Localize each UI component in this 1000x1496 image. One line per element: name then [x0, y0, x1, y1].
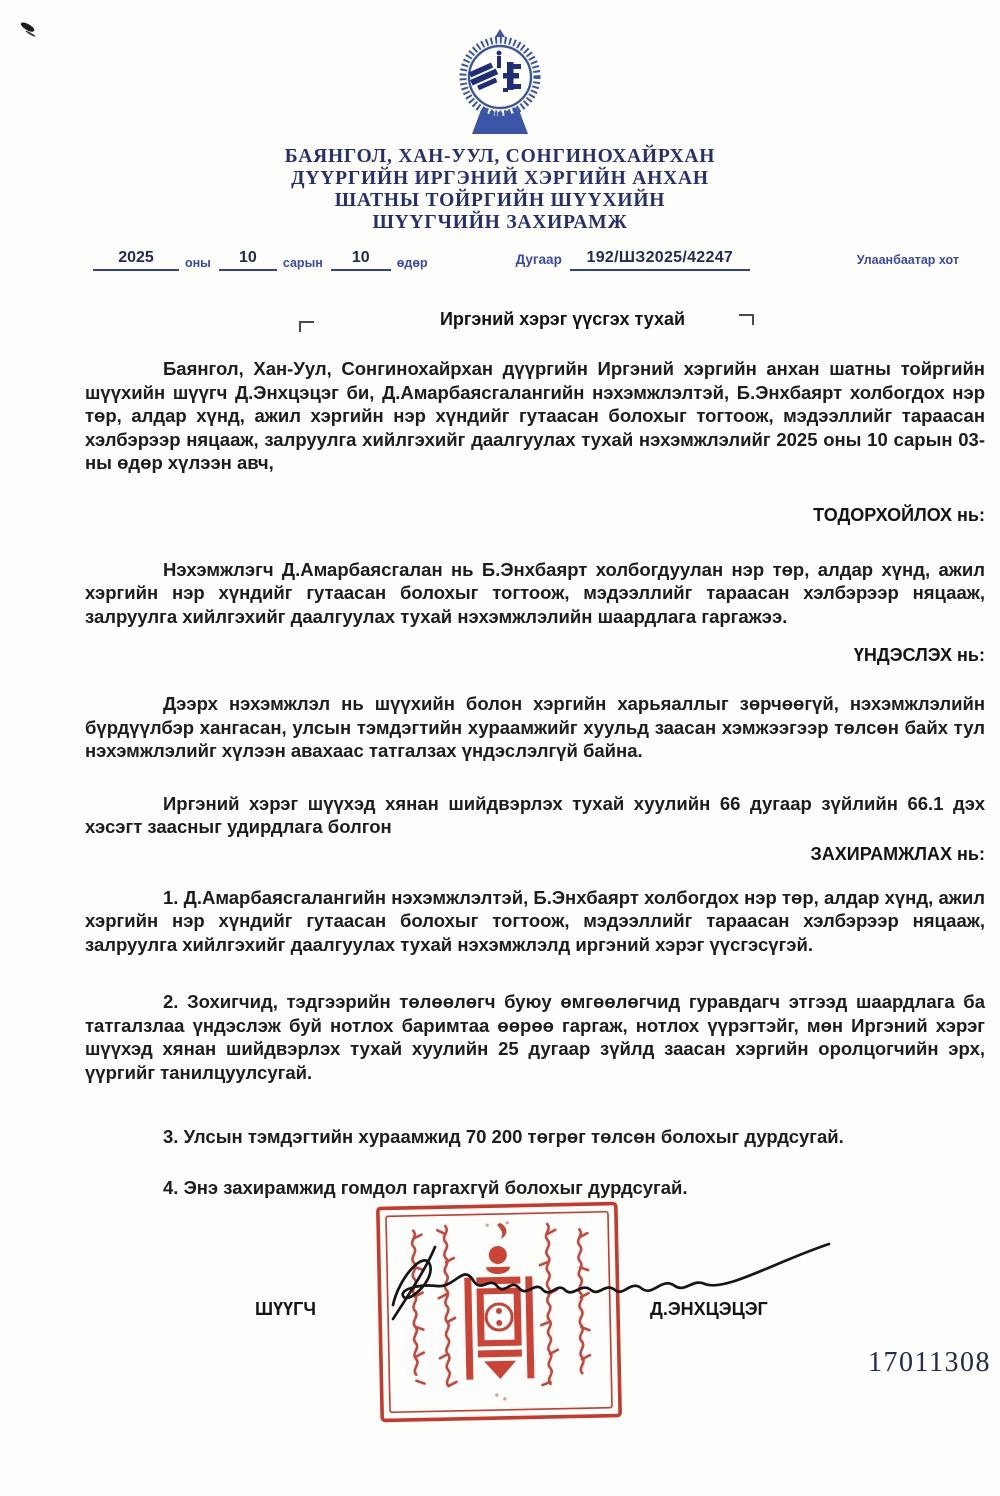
- order-item-4: 4. Энэ захирамжид гомдол гаргахгүй болохыг дурдсугай.: [163, 1176, 688, 1198]
- court-name-line: ШҮҮГЧИЙН ЗАХИРАМЖ: [372, 212, 628, 233]
- day-label: өдөр: [396, 256, 428, 270]
- judge-title-label: ШҮҮГЧ: [255, 1299, 316, 1319]
- year-label: оны: [185, 256, 211, 270]
- intro-paragraph: Баянгол, Хан-Уул, Сонгинохайрхан дүүргийн Иргэний хэргийн анхан шатны тойргийн шүүхийн шүүгч Д.Энхцэцэг би, Д.Амарбаясгалангийн нэхэмжлэлтэй, Б.Энхбаярт холбогдох нэр төр, алдар хүнд, ажил хэргийн нэр хүндийг гутаасан болохыг тогтоож, мэдээллийг тараасан хэлбэрээр няцааж, залруулга хийлгэхийг даалгуулах тухай нэхэмжлэлийг 2025 оны 10 сарын 03-ны өдөр хүлээн авч,: [85, 358, 985, 473]
- paragraph-grounds: Дээрх нэхэмжлэл нь шүүхийн болон хэргийн харьяаллыг зөрчөөгүй, нэхэмжлэлийн бүрдүүлбэр хангасан, улсын тэмдэгтийн хураамжийг хуульд заасан хэмжээгээр төлсөн байх тул нэхэмжлэлийг хүлээн авахаас татгалзах үндэслэлгүй байна.: [85, 693, 985, 761]
- section-heading-zakhiramjlakh: ЗАХИРАМЖЛАХ нь:: [810, 843, 985, 864]
- order-item-3: 3. Улсын тэмдэгтийн хураамжид 70 200 төгрөг төлсөн болохыг дурдсугай.: [163, 1126, 844, 1147]
- corner-mark-right-icon: [739, 314, 754, 325]
- document-subject: Иргэний хэрэг үүсгэх тухай: [439, 309, 686, 329]
- subject-row: [85, 309, 985, 335]
- month-value: 10: [219, 249, 277, 271]
- court-name-line: ШАТНЫ ТОЙРГИЙН ШҮҮХИЙН: [334, 190, 666, 211]
- order-item-1: 1. Д.Амарбаясгалангийн нэхэмжлэлтэй, Б.Энхбаярт холбогдох нэр төр, алдар хүнд, ажил хэргийн нэр хүндийг гутаасан болохыг тогтоож, мэдээллийг тараасан хэлбэрээр няцааж, залруулга хийлгэхийг даалгуулах тухай нэхэмжлэлд иргэний хэрэг үүсгэсүгэй.: [85, 886, 985, 955]
- document-number-value: 192/ШЗ2025/42247: [570, 249, 750, 271]
- ink-speck: [20, 20, 36, 33]
- day-value: 10: [331, 249, 391, 271]
- section-heading-undeslekh: ҮНДЭСЛЭХ нь:: [853, 645, 985, 665]
- document-number-label: Дугаар: [515, 252, 562, 267]
- court-name-line: БАЯНГОЛ, ХАН-УУЛ, СОНГИНОХАЙРХАН: [284, 146, 716, 167]
- year-value: 2025: [93, 249, 179, 271]
- court-name-header: [0, 146, 1000, 234]
- paragraph-claim: Нэхэмжлэгч Д.Амарбаясгалан нь Б.Энхбаярт холбогдуулан нэр төр, алдар хүнд, ажил хэргийн нэр хүндийг гутаасан болохыг тогтоож, мэдээллийг тараасан хэлбэрээр няцааж, залруулга хийлгэхийг даалгуулах тухай нэхэмжлэлийн шаардлага гаргажээ.: [85, 558, 985, 627]
- registry-number: 17011308: [868, 1347, 991, 1378]
- judge-name: Д.ЭНХЦЭЦЭГ: [650, 1299, 768, 1319]
- city-label: Улаанбаатар хот: [856, 253, 959, 267]
- month-label: сарын: [282, 256, 323, 270]
- signature-block: [85, 1199, 991, 1426]
- corner-mark-left-icon: [299, 321, 314, 332]
- paragraph-legal-basis: Иргэний хэрэг шүүхэд хянан шийдвэрлэх тухай хуулийн 66 дугаар зүйлийн 66.1 дэх хэсэгт заасныг удирдлага болгон: [85, 792, 985, 837]
- court-emblem-icon: [444, 28, 556, 140]
- date-number-row: [85, 249, 985, 277]
- order-item-2: 2. Зохигчид, тэдгээрийн төлөөлөгч буюу өмгөөлөгчид гуравдагч этгээд шаардлага ба татгалзлаа үндэслэж буй нотлох баримтаа өөрөө гаргаж, нотлох үүрэгтэйг, мөн Иргэний хэрэг шүүхэд хянан шийдвэрлэх тухай хуулийн 25 дугаар зүйлд заасан хэргийн оролцогчийн эрх, үүргийг танилцуулсугай.: [85, 991, 985, 1083]
- section-heading-todorkhoilokh: ТОДОРХОЙЛОХ нь:: [813, 504, 985, 525]
- court-name-line: ДҮҮРГИЙН ИРГЭНИЙ ХЭРГИЙН АНХАН: [291, 168, 709, 189]
